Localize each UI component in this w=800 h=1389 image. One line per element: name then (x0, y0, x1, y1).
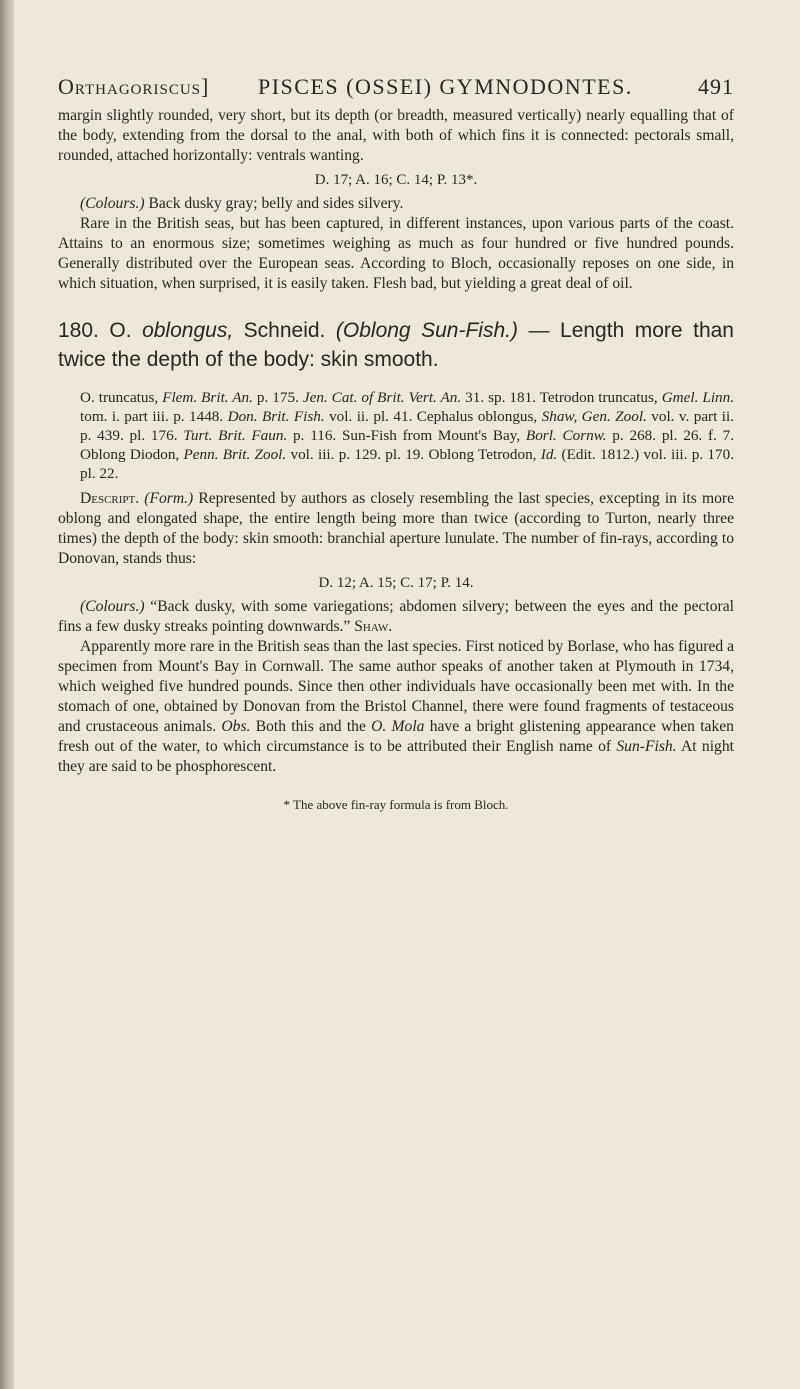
syn-text: p. 116. Sun-Fish from Mount's Bay, (287, 427, 526, 444)
distribution-paragraph: Rare in the British seas, but has been captured, in different instances, upon various parts of the coast. Attains to an enormous size; sometimes weighing as much as four hundred or five hundred pounds. Generally distributed over the European seas. According to Bloch, occasionally reposes on one side, in which situation, when surprised, it is easily taken. Flesh bad, but yielding a great deal of oil. (58, 215, 734, 292)
species-author: Schneid. (233, 319, 336, 342)
syn-text: p. 175. (252, 389, 303, 406)
syn-ref: Borl. Cornw. (525, 427, 607, 444)
intro-paragraph: margin slightly rounded, very short, but its depth (or breadth, measured vertically) nearly equalling that of the body, extending from the dorsal to the anal, with both of which fins it is connected: pectorals small, rounded, attached horizontally: ventrals wanting. (58, 107, 734, 164)
syn-text: vol. v. part ii. p. 439. pl. 176. (80, 408, 734, 444)
page-number: 491 (698, 74, 734, 99)
rarity-text: Apparently more rare in the British seas than the last species. First noticed by Borlase, who has figured a specimen from Mount's Bay in Cornwall. The same author speaks of another taken at Plymouth in 1734, which weighed five hundred pounds. Since then other individuals have occasionally been met with. In the stomach of one, obtained by Donovan from the Bristol Channel, there were found fragments of testaceous and crustaceous animals. (58, 638, 734, 735)
colours-label-2: (Colours.) (80, 598, 145, 615)
sunfish-name: Sun-Fish. (616, 738, 677, 755)
syn-text: (Edit. 1812.) vol. iii. p. 170. pl. 22. (80, 446, 735, 482)
syn-text: tom. i. part iii. p. 1448. (80, 408, 228, 425)
page-header (58, 70, 734, 106)
species-heading (58, 316, 734, 374)
syn-text: vol. iii. p. 129. pl. 19. Oblong Tetrodon, (286, 446, 541, 463)
syn-ref: Id. (540, 446, 558, 463)
descript-label: Descript. (80, 490, 140, 507)
running-head: Orthagoriscus] (58, 74, 210, 99)
fin-ray-formula-2: D. 12; A. 15; C. 17; P. 14. (318, 575, 474, 591)
book-page (58, 70, 734, 815)
species-diagnosis: — Length more than twice the depth of the body: skin smooth. (58, 319, 734, 371)
colours-attribution: Shaw. (354, 618, 393, 635)
syn-ref: Flem. Brit. An. (162, 389, 253, 406)
syn-text: 31. sp. 181. Tetrodon truncatus, (461, 389, 662, 406)
footnote: * The above fin-ray formula is from Bloch. (283, 797, 509, 812)
description-paragraph (58, 489, 734, 569)
colours-paragraph (58, 194, 734, 214)
syn-text: vol. ii. pl. 41. Cephalus oblongus, (324, 408, 542, 425)
page-body (58, 106, 734, 815)
syn-ref: Don. Brit. Fish. (227, 408, 325, 425)
mola-name: O. Mola (371, 718, 425, 735)
obs-label: Obs. (221, 718, 251, 735)
colours-text-2: “Back dusky, with some variegations; abdomen silvery; between the eyes and the pectoral fins a few dusky streaks pointing downwards.” (58, 598, 734, 635)
descript-text: Represented by authors as closely resembling the last species, excepting in its more oblong and elongated shape, the entire length being more than twice (according to Turton, nearly three times) the depth of the body: skin smooth: branchial aperture lunulate. The number of fin-rays, according to Donovan, stands thus: (58, 490, 734, 567)
book-spine-shadow (0, 0, 14, 1389)
rarity-text: have a bright glistening appearance when taken fresh out of the water, to which circumstance is to be attributed their English name of (58, 718, 734, 755)
page-title: PISCES (OSSEI) GYMNODONTES. (258, 74, 633, 99)
syn-ref: Turt. Brit. Faun. (183, 427, 288, 444)
rarity-text: At night they are said to be phosphorescent. (58, 738, 734, 775)
syn-text: O. truncatus, (80, 389, 163, 406)
syn-text: p. 268. pl. 26. f. 7. Oblong Diodon, (80, 427, 735, 463)
species-common-name: (Oblong Sun-Fish.) (335, 319, 518, 342)
form-label: (Form.) (139, 490, 194, 507)
syn-ref: Shaw, Gen. Zool. (541, 408, 647, 425)
syn-ref: Penn. Brit. Zool. (183, 446, 287, 463)
rarity-paragraph (58, 637, 734, 777)
colours-paragraph-2 (58, 597, 734, 637)
synonymy-paragraph (80, 388, 734, 483)
syn-ref: Jen. Cat. of Brit. Vert. An. (302, 389, 462, 406)
species-number: 180. O. (58, 319, 132, 342)
fin-ray-formula: D. 17; A. 16; C. 14; P. 13*. (314, 172, 478, 188)
colours-text: Back dusky gray; belly and sides silvery. (144, 195, 404, 212)
species-name: oblongus, (142, 319, 234, 342)
syn-ref: Gmel. Linn. (661, 389, 735, 406)
colours-label: (Colours.) (80, 195, 145, 212)
rarity-text: Both this and the (250, 718, 372, 735)
